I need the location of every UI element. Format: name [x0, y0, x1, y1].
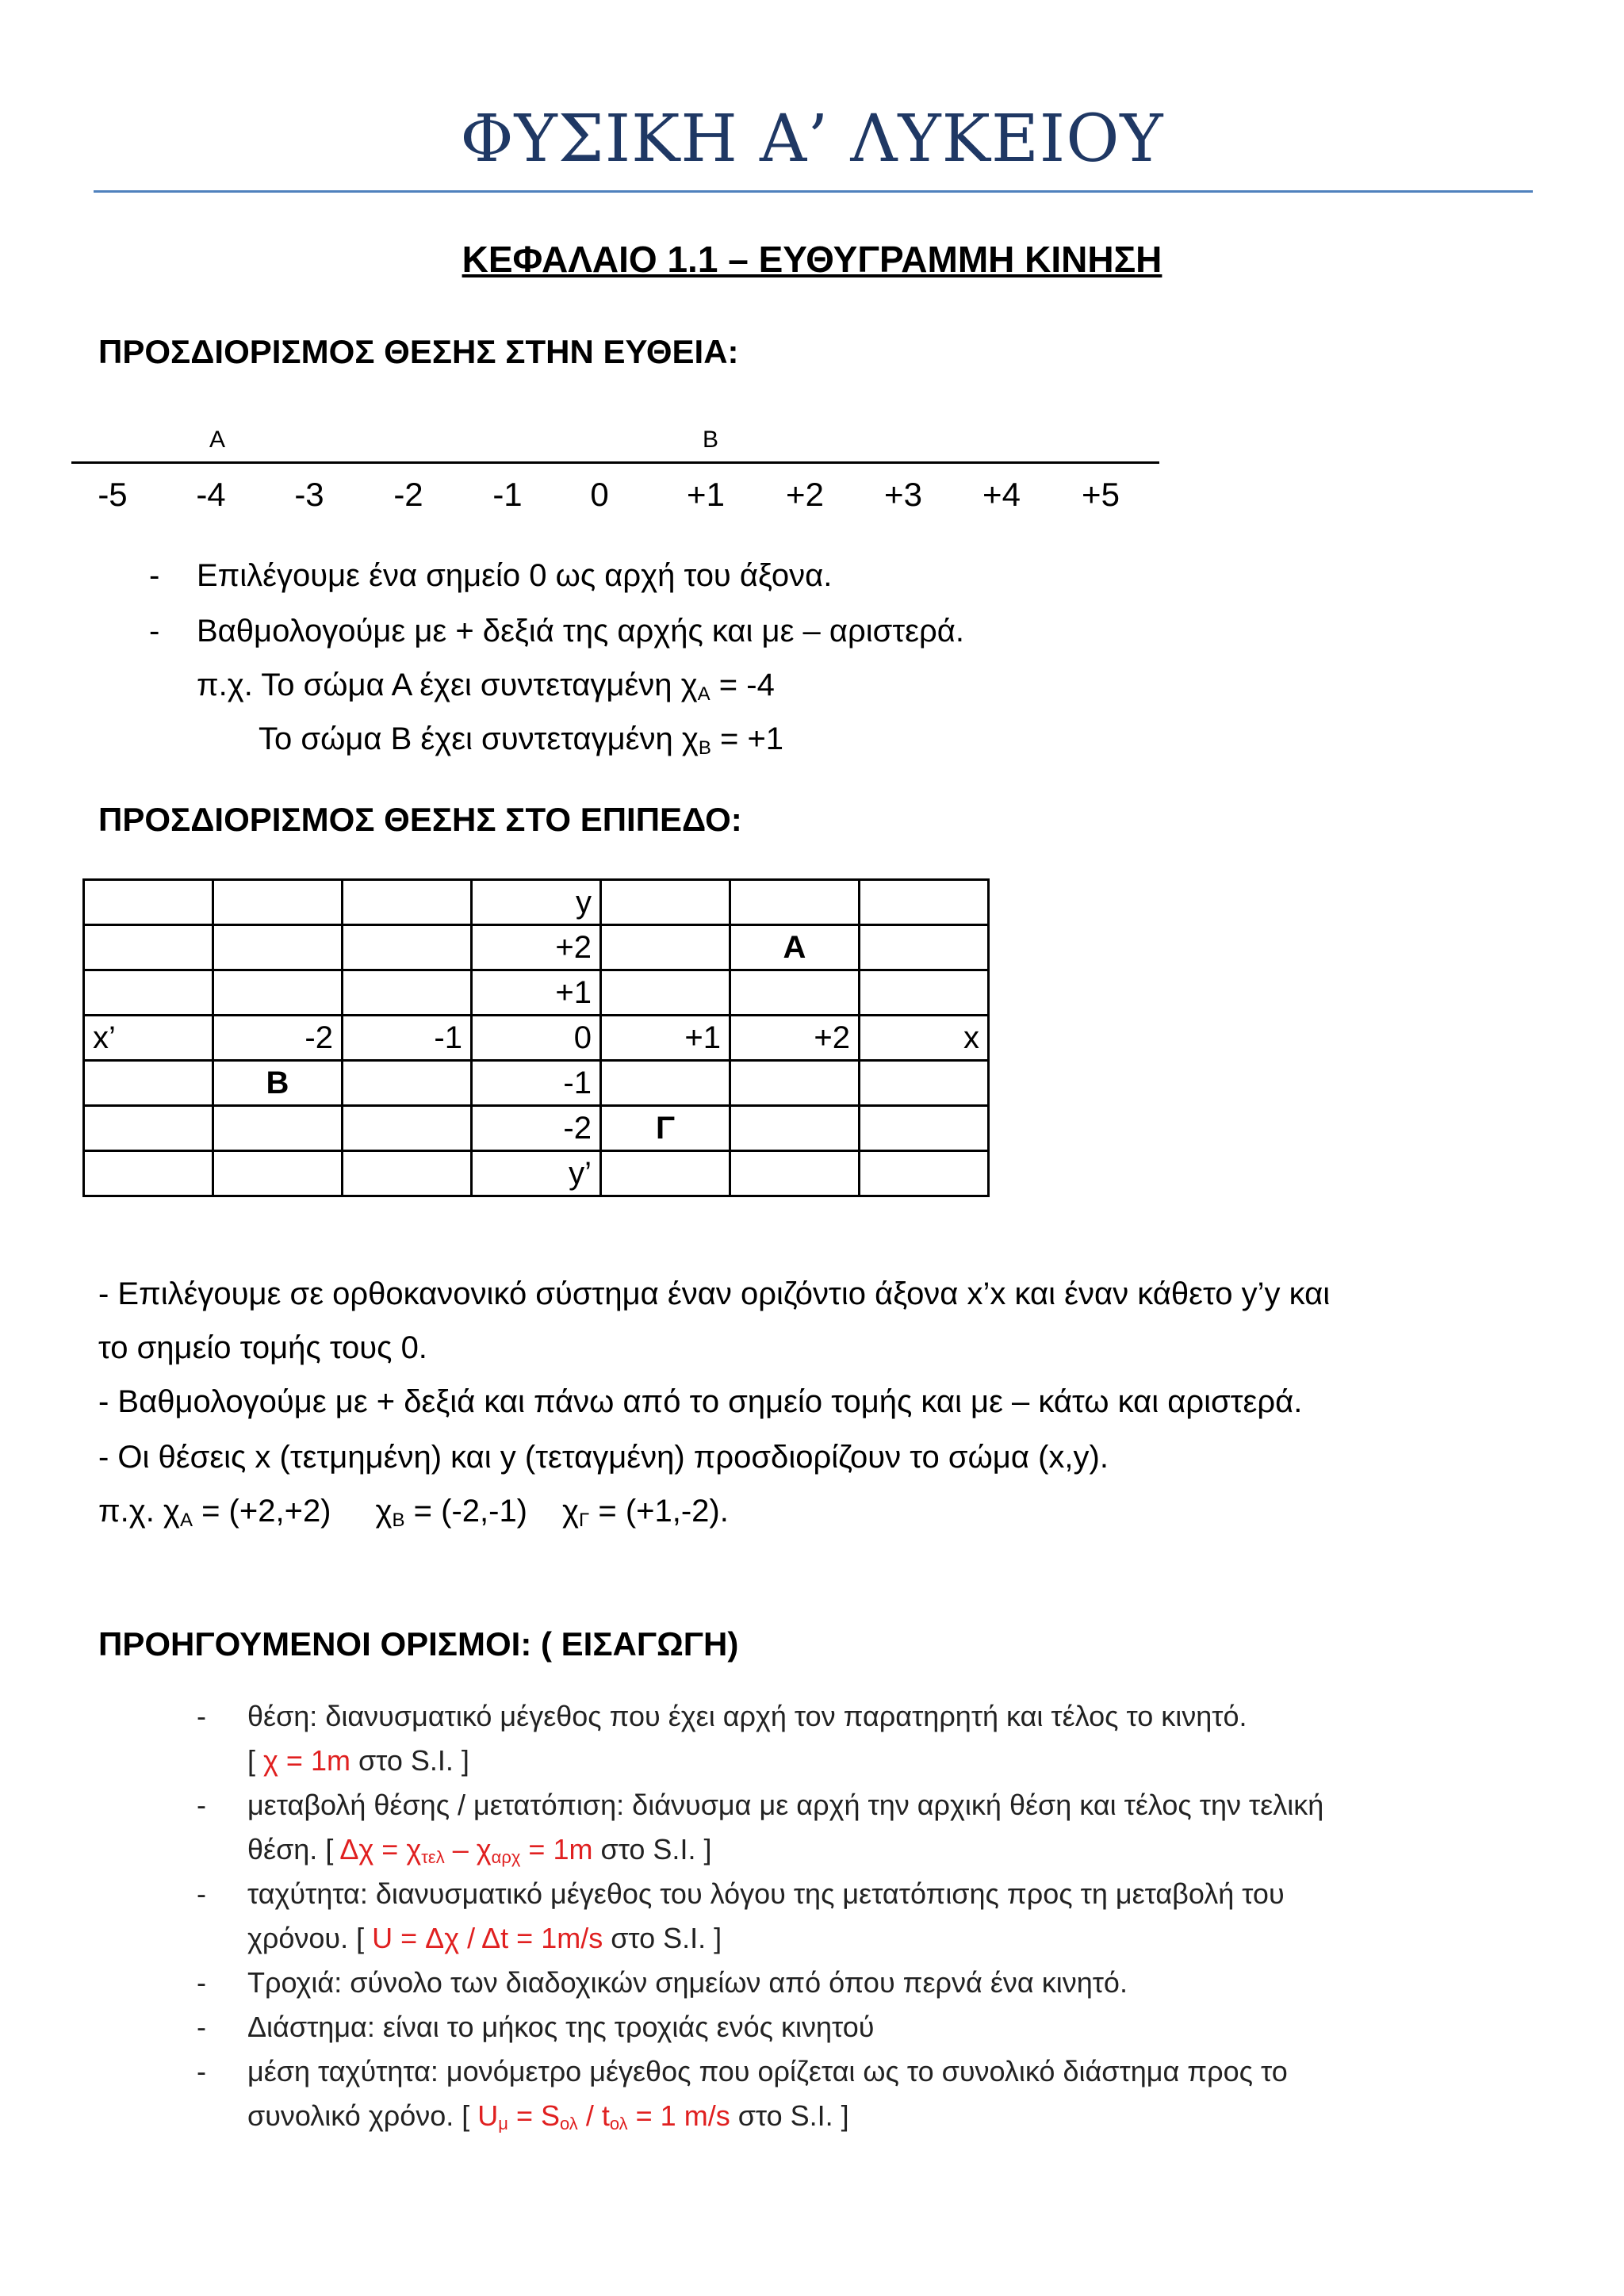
grid-cell	[730, 970, 860, 1016]
number-line-tick: +4	[982, 476, 1021, 513]
line-bullet-2: Βαθμολογούμε με + δεξιά της αρχής και με – αριστερά.	[197, 614, 964, 649]
grid-cell: -1	[343, 1016, 472, 1061]
plane-para-2: - Βαθμολογούμε με + δεξιά και πάνω από το σημείο τομής και με – κάτω και αριστερά.	[98, 1384, 1303, 1419]
grid-cell	[730, 880, 860, 925]
grid-cell	[213, 880, 343, 925]
plane-section-heading: ΠΡΟΣΔΙΟΡΙΣΜΟΣ ΘΕΣΗΣ ΣΤΟ ΕΠΙΠΕΔΟ:	[98, 801, 742, 838]
grid-cell	[84, 1106, 213, 1151]
grid-cell: Α	[730, 925, 860, 970]
def-dash: -	[197, 2011, 206, 2043]
grid-row	[84, 925, 989, 970]
def-velocity-formula: χρόνου. [ U = Δχ / Δt = 1m/s στο S.I. ]	[247, 1922, 722, 1954]
number-line-tick: +2	[786, 476, 824, 513]
grid-cell	[343, 925, 472, 970]
number-line-tick: -4	[196, 476, 226, 513]
grid-cell	[601, 1151, 730, 1196]
number-line-tick: +5	[1082, 476, 1120, 513]
grid-cell	[601, 880, 730, 925]
grid-cell	[601, 1061, 730, 1106]
grid-cell	[84, 970, 213, 1016]
grid-cell	[343, 1151, 472, 1196]
def-position-line-1: θέση: διανυσματικό μέγεθος που έχει αρχή τον παρατηρητή και τέλος το κινητό.	[247, 1700, 1247, 1732]
grid-cell: x’	[84, 1016, 213, 1061]
grid-cell	[84, 925, 213, 970]
def-dash: -	[197, 1700, 206, 1732]
point-b-label: B	[703, 427, 719, 453]
number-line-tick: -1	[492, 476, 523, 513]
line-bullet-1: Επιλέγουμε ένα σημείο 0 ως αρχή του άξονα.	[197, 558, 833, 593]
bullet-dash: -	[149, 558, 160, 593]
grid-cell	[343, 880, 472, 925]
chapter-heading: ΚΕΦΑΛΑΙΟ 1.1 – ΕΥΘΥΓΡΑΜΜΗ ΚΙΝΗΣΗ	[462, 239, 1162, 280]
line-example-b: Το σώμα Β έχει συντεταγμένη $\chi_B = +1$	[259, 721, 784, 759]
number-line-tick: +3	[884, 476, 922, 513]
plane-example: π.χ. $\chi_A = (+2,+2) \chi_B = (-2,-1) \chi_\Gamma = (+1,-2)$.	[98, 1494, 729, 1531]
number-line-tick: 0	[590, 476, 609, 513]
grid-cell	[343, 1061, 472, 1106]
def-dash: -	[197, 1877, 206, 1910]
document-title: ΦΥΣΙΚΗ Α’ ΛΥΚΕΙΟΥ	[460, 101, 1164, 177]
grid-cell: 0	[472, 1016, 601, 1061]
def-dash: -	[197, 2055, 206, 2087]
def-distance: Διάστημα: είναι το μήκος της τροχιάς ενός κινητού	[247, 2011, 875, 2043]
grid-cell: -2	[472, 1106, 601, 1151]
grid-cell	[601, 925, 730, 970]
grid-cell	[213, 970, 343, 1016]
grid-cell: y	[472, 880, 601, 925]
def-dash: -	[197, 1789, 206, 1821]
grid-row	[84, 1151, 989, 1196]
definitions-heading: ΠΡΟΗΓΟΥΜΕΝΟΙ ΟΡΙΣΜΟΙ: ( ΕΙΣΑΓΩΓΗ)	[98, 1625, 739, 1663]
grid-cell	[213, 1106, 343, 1151]
grid-cell: x	[860, 1016, 989, 1061]
grid-cell	[343, 970, 472, 1016]
grid-cell: -1	[472, 1061, 601, 1106]
grid-cell	[860, 1106, 989, 1151]
grid-cell	[601, 970, 730, 1016]
plane-para-1-line-2: το σημείο τομής τους 0.	[98, 1330, 427, 1365]
grid-cell: +2	[730, 1016, 860, 1061]
grid-cell	[213, 925, 343, 970]
grid-cell	[860, 970, 989, 1016]
grid-cell	[860, 880, 989, 925]
grid-cell: +1	[601, 1016, 730, 1061]
grid-cell: y’	[472, 1151, 601, 1196]
def-velocity-line-1: ταχύτητα: διανυσματικό μέγεθος του λόγου της μετατόπισης προς τη μεταβολή του	[247, 1877, 1285, 1910]
def-average-speed-formula: συνολικό χρόνο. [ $U_\mu = S_{o\lambda} / t_{o\lambda} = 1$ m/s στο S.I. ]	[247, 2099, 849, 2133]
line-section-heading: ΠΡΟΣΔΙΟΡΙΣΜΟΣ ΘΕΣΗΣ ΣΤΗΝ ΕΥΘΕΙΑ:	[98, 333, 739, 370]
grid-cell: Γ	[601, 1106, 730, 1151]
def-displacement-formula: θέση. [ $\Delta\chi = \chi_{\tau\varepsilon\lambda} - \chi_{\alpha\rho\chi} = 1m$ στο S.I. ]	[247, 1833, 712, 1867]
bullet-dash: -	[149, 614, 160, 649]
grid-cell	[730, 1151, 860, 1196]
grid-cell	[730, 1061, 860, 1106]
grid-cell: -2	[213, 1016, 343, 1061]
grid-row	[84, 970, 989, 1016]
number-line-tick: -2	[393, 476, 423, 513]
def-displacement-line-1: μεταβολή θέσης / μετατόπιση: διάνυσμα με αρχή την αρχική θέση και τέλος την τελική	[247, 1789, 1324, 1821]
grid-cell	[860, 1151, 989, 1196]
plane-para-1-line-1: - Επιλέγουμε σε ορθοκανονικό σύστημα έναν οριζόντιο άξονα x’x και έναν κάθετο y’y και	[98, 1276, 1331, 1311]
coordinate-grid	[82, 878, 990, 1197]
grid-cell: Β	[213, 1061, 343, 1106]
grid-cell	[730, 1106, 860, 1151]
plane-para-3: - Οι θέσεις x (τετμημένη) και y (τεταγμένη) προσδιορίζουν το σώμα (x,y).	[98, 1440, 1109, 1475]
point-a-label: A	[209, 427, 226, 453]
grid-cell	[84, 1061, 213, 1106]
number-line	[71, 461, 1159, 464]
number-line-tick: -5	[98, 476, 128, 513]
def-average-speed-line-1: μέση ταχύτητα: μονόμετρο μέγεθος που ορίζεται ως το συνολικό διάστημα προς το	[247, 2055, 1288, 2087]
grid-row	[84, 880, 989, 925]
grid-cell	[860, 925, 989, 970]
grid-cell	[213, 1151, 343, 1196]
number-line-tick: +1	[687, 476, 725, 513]
grid-cell	[343, 1106, 472, 1151]
grid-cell	[860, 1061, 989, 1106]
number-line-tick: -3	[294, 476, 324, 513]
def-dash: -	[197, 1966, 206, 1999]
line-example-a: π.χ. Το σώμα Α έχει συντεταγμένη $\chi_A = -4$	[197, 668, 775, 705]
grid-row	[84, 1106, 989, 1151]
grid-cell: +1	[472, 970, 601, 1016]
grid-cell: +2	[472, 925, 601, 970]
def-position-formula: [ χ = 1m στο S.I. ]	[247, 1744, 469, 1777]
grid-cell	[84, 1151, 213, 1196]
grid-row	[84, 1061, 989, 1106]
grid-row	[84, 1016, 989, 1061]
grid-cell	[84, 880, 213, 925]
title-divider	[94, 190, 1533, 193]
def-trajectory: Τροχιά: σύνολο των διαδοχικών σημείων από όπου περνά ένα κινητό.	[247, 1966, 1128, 1999]
